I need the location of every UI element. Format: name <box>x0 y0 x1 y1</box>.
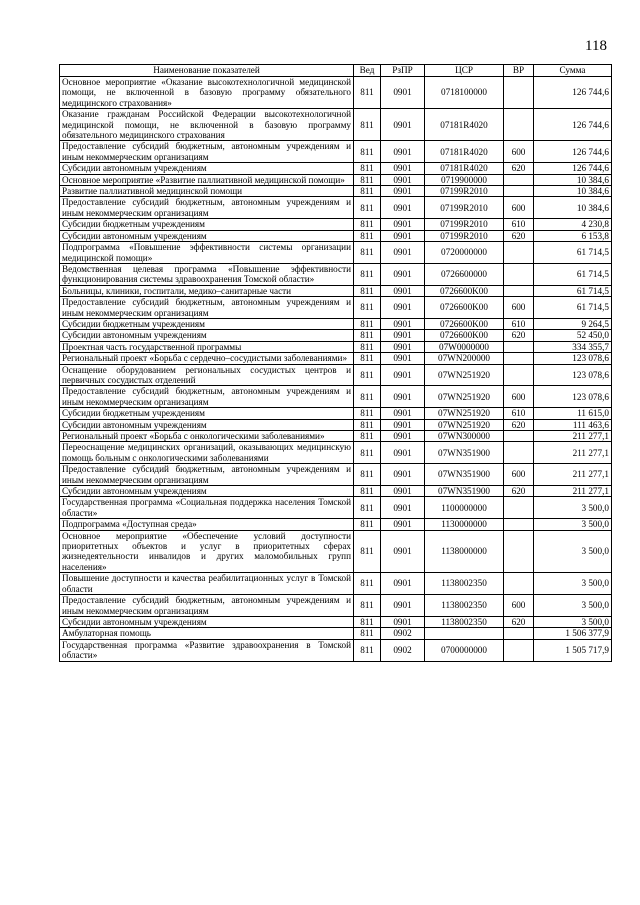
row-name-cell: Субсидии автономным учреждениям <box>60 163 354 174</box>
row-ved-cell: 811 <box>354 109 381 141</box>
row-name-cell: Проектная часть государственной программы <box>60 341 354 352</box>
row-csr-cell: 07W0000000 <box>425 341 504 352</box>
row-rzpr-cell: 0902 <box>381 628 425 639</box>
row-csr-cell: 0726600K00 <box>425 318 504 329</box>
row-ved-cell: 811 <box>354 263 381 285</box>
row-name-cell: Подпрограмма «Доступная среда» <box>60 519 354 530</box>
row-csr-cell: 07181R4020 <box>425 109 504 141</box>
row-sum-cell: 126 744,6 <box>534 109 612 141</box>
row-csr-cell: 1138002350 <box>425 573 504 595</box>
row-rzpr-cell: 0901 <box>381 330 425 341</box>
row-name-cell: Развитие паллиативной медицинской помощи <box>60 186 354 197</box>
row-vr-cell: 610 <box>504 408 534 419</box>
row-sum-cell: 3 500,0 <box>534 616 612 627</box>
row-csr-cell: 07WN251920 <box>425 408 504 419</box>
row-sum-cell: 334 355,7 <box>534 341 612 352</box>
table-row <box>60 431 612 442</box>
table-row <box>60 464 612 486</box>
table-row <box>60 285 612 296</box>
row-vr-cell <box>504 242 534 264</box>
row-rzpr-cell: 0901 <box>381 386 425 408</box>
row-name-cell: Субсидии автономным учреждениям <box>60 419 354 430</box>
row-sum-cell: 1 505 717,9 <box>534 639 612 661</box>
row-sum-cell: 61 714,5 <box>534 297 612 319</box>
row-sum-cell: 4 230,8 <box>534 219 612 230</box>
row-name-cell: Субсидии автономным учреждениям <box>60 616 354 627</box>
row-vr-cell: 620 <box>504 330 534 341</box>
row-rzpr-cell: 0901 <box>381 519 425 530</box>
row-csr-cell: 0718100000 <box>425 77 504 109</box>
row-sum-cell: 1 506 377,9 <box>534 628 612 639</box>
row-sum-cell: 211 277,1 <box>534 464 612 486</box>
row-vr-cell <box>504 263 534 285</box>
row-name-cell: Больницы, клиники, госпитали, медико–санитарные части <box>60 285 354 296</box>
row-name-cell: Предоставление субсидий бюджетным, автономным учреждениям и иным некоммерческим организациям <box>60 297 354 319</box>
row-name-cell: Государственная программа «Социальная поддержка населения Томской области» <box>60 497 354 519</box>
row-ved-cell: 811 <box>354 530 381 573</box>
row-csr-cell: 07WN351900 <box>425 486 504 497</box>
table-row <box>60 530 612 573</box>
row-vr-cell <box>504 77 534 109</box>
row-csr-cell: 07199R2010 <box>425 186 504 197</box>
row-vr-cell <box>504 364 534 386</box>
table-row <box>60 595 612 617</box>
table-row <box>60 219 612 230</box>
row-rzpr-cell: 0901 <box>381 464 425 486</box>
row-vr-cell: 600 <box>504 197 534 219</box>
row-sum-cell: 123 078,6 <box>534 386 612 408</box>
row-ved-cell: 811 <box>354 318 381 329</box>
row-ved-cell: 811 <box>354 186 381 197</box>
table-row <box>60 419 612 430</box>
table-row <box>60 242 612 264</box>
row-rzpr-cell: 0902 <box>381 639 425 661</box>
row-name-cell: Предоставление субсидий бюджетным, автономным учреждениям и иным некоммерческим организациям <box>60 464 354 486</box>
row-vr-cell <box>504 628 534 639</box>
row-ved-cell: 811 <box>354 408 381 419</box>
table-row <box>60 497 612 519</box>
row-rzpr-cell: 0901 <box>381 186 425 197</box>
table-row <box>60 573 612 595</box>
row-ved-cell: 811 <box>354 242 381 264</box>
table-row <box>60 341 612 352</box>
row-vr-cell <box>504 431 534 442</box>
row-rzpr-cell: 0901 <box>381 341 425 352</box>
row-name-cell: Субсидии бюджетным учреждениям <box>60 318 354 329</box>
row-rzpr-cell: 0901 <box>381 163 425 174</box>
row-name-cell: Подпрограмма «Повышение эффективности системы организации медицинской помощи» <box>60 242 354 264</box>
row-name-cell: Основное мероприятие «Развитие паллиативной медицинской помощи» <box>60 174 354 185</box>
table-row <box>60 230 612 241</box>
row-sum-cell: 126 744,6 <box>534 141 612 163</box>
row-vr-cell: 620 <box>504 616 534 627</box>
table-row <box>60 353 612 364</box>
row-vr-cell <box>504 353 534 364</box>
row-ved-cell: 811 <box>354 219 381 230</box>
row-vr-cell <box>504 573 534 595</box>
row-vr-cell <box>504 497 534 519</box>
row-name-cell: Оснащение оборудованием региональных сосудистых центров и первичных сосудистых отделений <box>60 364 354 386</box>
table-row <box>60 109 612 141</box>
page-number: 118 <box>585 38 607 54</box>
row-rzpr-cell: 0901 <box>381 595 425 617</box>
table-row <box>60 519 612 530</box>
row-name-cell: Государственная программа «Развитие здравоохранения в Томской области» <box>60 639 354 661</box>
row-sum-cell: 123 078,6 <box>534 353 612 364</box>
row-csr-cell: 0720000000 <box>425 242 504 264</box>
table-header <box>60 65 612 77</box>
table-row <box>60 318 612 329</box>
row-sum-cell: 3 500,0 <box>534 573 612 595</box>
row-rzpr-cell: 0901 <box>381 263 425 285</box>
row-vr-cell <box>504 639 534 661</box>
row-name-cell: Субсидии бюджетным учреждениям <box>60 408 354 419</box>
row-sum-cell: 126 744,6 <box>534 163 612 174</box>
row-vr-cell: 610 <box>504 219 534 230</box>
row-csr-cell: 07WN300000 <box>425 431 504 442</box>
row-vr-cell: 620 <box>504 163 534 174</box>
row-rzpr-cell: 0901 <box>381 242 425 264</box>
budget-table <box>59 64 612 662</box>
row-vr-cell <box>504 174 534 185</box>
row-vr-cell: 600 <box>504 386 534 408</box>
header-rzpr: РзПР <box>381 65 425 77</box>
row-name-cell: Предоставление субсидий бюджетным, автономным учреждениям и иным некоммерческим организациям <box>60 141 354 163</box>
row-name-cell: Предоставление субсидий бюджетным, автономным учреждениям и иным некоммерческим организациям <box>60 386 354 408</box>
table-row <box>60 408 612 419</box>
row-csr-cell: 0700000000 <box>425 639 504 661</box>
row-csr-cell: 0726600000 <box>425 263 504 285</box>
row-csr-cell: 1130000000 <box>425 519 504 530</box>
row-rzpr-cell: 0901 <box>381 109 425 141</box>
row-rzpr-cell: 0901 <box>381 141 425 163</box>
row-vr-cell <box>504 530 534 573</box>
row-ved-cell: 811 <box>354 174 381 185</box>
row-csr-cell: 07WN351900 <box>425 442 504 464</box>
row-rzpr-cell: 0901 <box>381 497 425 519</box>
row-ved-cell: 811 <box>354 386 381 408</box>
row-ved-cell: 811 <box>354 341 381 352</box>
row-ved-cell: 811 <box>354 573 381 595</box>
row-csr-cell: 07WN200000 <box>425 353 504 364</box>
table-row <box>60 639 612 661</box>
row-sum-cell: 211 277,1 <box>534 486 612 497</box>
row-csr-cell: 0726600K00 <box>425 285 504 296</box>
row-name-cell: Субсидии автономным учреждениям <box>60 330 354 341</box>
table-body <box>60 77 612 662</box>
row-rzpr-cell: 0901 <box>381 219 425 230</box>
row-sum-cell: 10 384,6 <box>534 186 612 197</box>
row-rzpr-cell: 0901 <box>381 174 425 185</box>
row-ved-cell: 811 <box>354 464 381 486</box>
header-ved: Вед <box>354 65 381 77</box>
row-rzpr-cell: 0901 <box>381 318 425 329</box>
header-csr: ЦСР <box>425 65 504 77</box>
row-rzpr-cell: 0901 <box>381 197 425 219</box>
row-vr-cell: 600 <box>504 464 534 486</box>
table-row <box>60 186 612 197</box>
row-rzpr-cell: 0901 <box>381 530 425 573</box>
row-vr-cell: 600 <box>504 297 534 319</box>
row-rzpr-cell: 0901 <box>381 285 425 296</box>
row-sum-cell: 211 277,1 <box>534 442 612 464</box>
table-row <box>60 297 612 319</box>
row-csr-cell: 0719900000 <box>425 174 504 185</box>
row-ved-cell: 811 <box>354 230 381 241</box>
row-ved-cell: 811 <box>354 297 381 319</box>
row-ved-cell: 811 <box>354 353 381 364</box>
row-csr-cell: 07199R2010 <box>425 197 504 219</box>
table-row <box>60 174 612 185</box>
row-sum-cell: 3 500,0 <box>534 497 612 519</box>
table-row <box>60 364 612 386</box>
row-csr-cell: 0726600K00 <box>425 297 504 319</box>
row-sum-cell: 111 463,6 <box>534 419 612 430</box>
row-ved-cell: 811 <box>354 330 381 341</box>
row-csr-cell: 1138002350 <box>425 616 504 627</box>
table-row <box>60 163 612 174</box>
row-name-cell: Оказание гражданам Российской Федерации высокотехнологичной медицинской помощи, не включенной в базовую программу обязательного медицинского страхования <box>60 109 354 141</box>
row-ved-cell: 811 <box>354 519 381 530</box>
row-sum-cell: 10 384,6 <box>534 174 612 185</box>
row-name-cell: Субсидии бюджетным учреждениям <box>60 219 354 230</box>
row-ved-cell: 811 <box>354 163 381 174</box>
row-rzpr-cell: 0901 <box>381 486 425 497</box>
row-csr-cell: 07181R4020 <box>425 163 504 174</box>
row-ved-cell: 811 <box>354 285 381 296</box>
row-vr-cell: 620 <box>504 230 534 241</box>
row-rzpr-cell: 0901 <box>381 364 425 386</box>
row-csr-cell: 0726600K00 <box>425 330 504 341</box>
row-sum-cell: 61 714,5 <box>534 285 612 296</box>
row-rzpr-cell: 0901 <box>381 419 425 430</box>
table-row <box>60 486 612 497</box>
row-csr-cell: 07WN251920 <box>425 386 504 408</box>
header-name: Наименование показателей <box>60 65 354 77</box>
row-rzpr-cell: 0901 <box>381 616 425 627</box>
row-name-cell: Субсидии автономным учреждениям <box>60 486 354 497</box>
row-rzpr-cell: 0901 <box>381 442 425 464</box>
row-ved-cell: 811 <box>354 616 381 627</box>
row-vr-cell: 610 <box>504 318 534 329</box>
row-vr-cell: 600 <box>504 141 534 163</box>
header-vr: ВР <box>504 65 534 77</box>
row-name-cell: Региональный проект «Борьба с онкологическими заболеваниями» <box>60 431 354 442</box>
row-vr-cell <box>504 186 534 197</box>
row-sum-cell: 3 500,0 <box>534 595 612 617</box>
row-vr-cell <box>504 109 534 141</box>
row-ved-cell: 811 <box>354 595 381 617</box>
row-name-cell: Предоставление субсидий бюджетным, автономным учреждениям и иным некоммерческим организациям <box>60 595 354 617</box>
row-sum-cell: 211 277,1 <box>534 431 612 442</box>
row-vr-cell: 620 <box>504 419 534 430</box>
row-name-cell: Основное мероприятие «Обеспечение условий доступности приоритетных объектов и услуг в приоритетных сферах жизнедеятельности инвалидов и других маломобильных групп населения» <box>60 530 354 573</box>
table-row <box>60 330 612 341</box>
table-row <box>60 141 612 163</box>
header-row <box>60 65 612 77</box>
table-row <box>60 197 612 219</box>
row-csr-cell <box>425 628 504 639</box>
header-sum: Сумма <box>534 65 612 77</box>
table-row <box>60 386 612 408</box>
row-rzpr-cell: 0901 <box>381 573 425 595</box>
row-name-cell: Основное мероприятие «Оказание высокотехнологичной медицинской помощи, не включенной в базовую программу обязательного медицинского страхования» <box>60 77 354 109</box>
row-csr-cell: 07WN251920 <box>425 364 504 386</box>
row-name-cell: Амбулаторная помощь <box>60 628 354 639</box>
row-ved-cell: 811 <box>354 141 381 163</box>
row-csr-cell: 1100000000 <box>425 497 504 519</box>
row-rzpr-cell: 0901 <box>381 353 425 364</box>
row-vr-cell <box>504 341 534 352</box>
row-ved-cell: 811 <box>354 628 381 639</box>
row-ved-cell: 811 <box>354 486 381 497</box>
row-sum-cell: 61 714,5 <box>534 263 612 285</box>
row-ved-cell: 811 <box>354 442 381 464</box>
table-row <box>60 628 612 639</box>
row-sum-cell: 123 078,6 <box>534 364 612 386</box>
row-name-cell: Предоставление субсидий бюджетным, автономным учреждениям и иным некоммерческим организациям <box>60 197 354 219</box>
row-ved-cell: 811 <box>354 419 381 430</box>
row-sum-cell: 11 615,0 <box>534 408 612 419</box>
row-rzpr-cell: 0901 <box>381 297 425 319</box>
row-sum-cell: 10 384,6 <box>534 197 612 219</box>
row-vr-cell: 620 <box>504 486 534 497</box>
row-vr-cell <box>504 519 534 530</box>
row-name-cell: Региональный проект «Борьба с сердечно–сосудистыми заболеваниями» <box>60 353 354 364</box>
row-vr-cell <box>504 285 534 296</box>
row-csr-cell: 07199R2010 <box>425 230 504 241</box>
table-row <box>60 616 612 627</box>
row-rzpr-cell: 0901 <box>381 77 425 109</box>
row-vr-cell: 600 <box>504 595 534 617</box>
row-sum-cell: 126 744,6 <box>534 77 612 109</box>
table-row <box>60 77 612 109</box>
row-ved-cell: 811 <box>354 197 381 219</box>
row-sum-cell: 3 500,0 <box>534 530 612 573</box>
row-rzpr-cell: 0901 <box>381 230 425 241</box>
row-ved-cell: 811 <box>354 364 381 386</box>
row-sum-cell: 61 714,5 <box>534 242 612 264</box>
row-ved-cell: 811 <box>354 497 381 519</box>
row-ved-cell: 811 <box>354 77 381 109</box>
row-name-cell: Переоснащение медицинских организаций, оказывающих медицинскую помощь больным с онкологическими заболеваниями <box>60 442 354 464</box>
row-csr-cell: 07WN251920 <box>425 419 504 430</box>
row-sum-cell: 9 264,5 <box>534 318 612 329</box>
row-sum-cell: 3 500,0 <box>534 519 612 530</box>
row-rzpr-cell: 0901 <box>381 408 425 419</box>
table-row <box>60 263 612 285</box>
row-csr-cell: 07WN351900 <box>425 464 504 486</box>
row-sum-cell: 6 153,8 <box>534 230 612 241</box>
row-rzpr-cell: 0901 <box>381 431 425 442</box>
row-ved-cell: 811 <box>354 639 381 661</box>
row-name-cell: Повышение доступности и качества реабилитационных услуг в Томской области <box>60 573 354 595</box>
row-ved-cell: 811 <box>354 431 381 442</box>
row-csr-cell: 07199R2010 <box>425 219 504 230</box>
row-csr-cell: 1138002350 <box>425 595 504 617</box>
row-csr-cell: 07181R4020 <box>425 141 504 163</box>
row-vr-cell <box>504 442 534 464</box>
table-row <box>60 442 612 464</box>
row-sum-cell: 52 450,0 <box>534 330 612 341</box>
row-csr-cell: 1138000000 <box>425 530 504 573</box>
row-name-cell: Субсидии автономным учреждениям <box>60 230 354 241</box>
row-name-cell: Ведомственная целевая программа «Повышение эффективности функционирования системы здравоохранения Томской области» <box>60 263 354 285</box>
